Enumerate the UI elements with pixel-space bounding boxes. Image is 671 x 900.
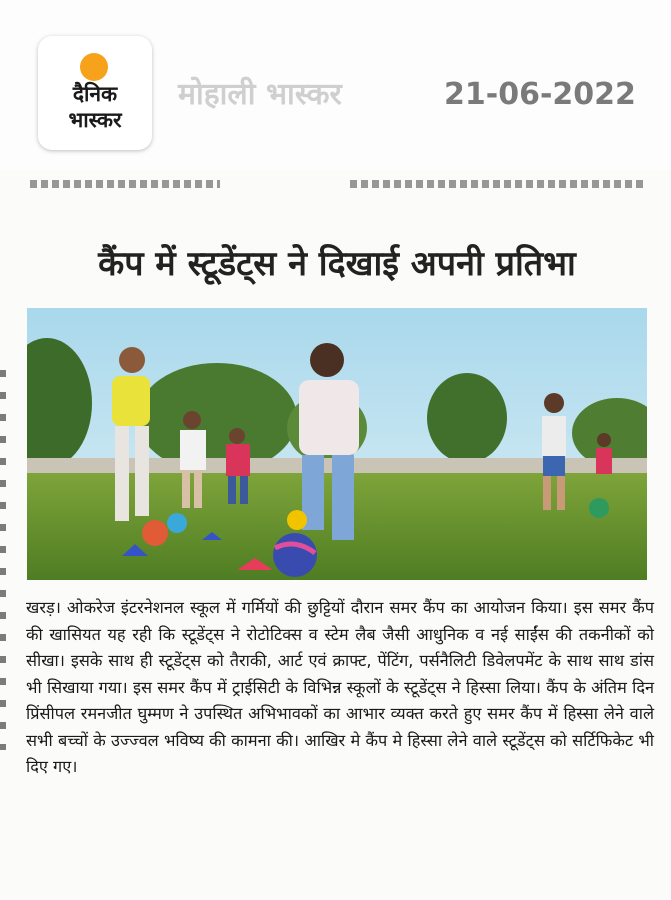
sun-logo-icon — [80, 53, 108, 81]
edition-name: मोहाली भास्कर — [178, 77, 342, 112]
article-photo — [27, 308, 647, 580]
summer-camp-photo-illustration — [27, 308, 647, 580]
cut-text-fragment-left — [30, 180, 220, 188]
newspaper-clipping — [0, 170, 671, 900]
margin-text-fragments — [0, 370, 6, 750]
dainik-bhaskar-logo[interactable] — [38, 36, 152, 150]
article-headline: कैंप में स्टूडेंट्स ने दिखाई अपनी प्रतिभा — [98, 244, 576, 284]
edition-date: 21-06-2022 — [444, 77, 636, 112]
app-header — [0, 0, 671, 170]
logo-text-line2: भास्कर — [68, 108, 122, 132]
cut-text-fragment-right — [350, 180, 645, 188]
article-body: खरड़। ओकरेज इंटरनेशनल स्कूल में गर्मियों की छुट्टियों दौरान समर कैंप का आयोजन किया। इस समर कैंप की खासियत यह रही कि स्टूडेंट्स ने रोटोटिक्स व स्टेम लैब जैसी आधुनिक व नई साईंस की तकनीकों को सीखा। इसके साथ ही स्टूडेंट्स को तैराकी, आर्ट एवं क्राफ्ट, पेंटिंग, पर्सनैलिटी डिवेलपमेंट के साथ साथ डांस भी सिखाया गया। इस समर कैंप में ट्राईसिटी के विभिन्न स्कूलों के स्टूडेंट्स ने हिस्सा लिया। कैंप के अंतिम दिन प्रिंसीपल रमनजीत घुम्मण ने उपस्थित अभिभावकों का आभार व्यक्त करते हुए समर कैंप में हिस्सा लेने वाले सभी बच्चों के उज्ज्वल भविष्य की कामना की। आखिर मे कैंप मे हिस्सा लेने वाले स्टूडेंट्स को सर्टिफिकेट भी दिए गए। — [26, 598, 654, 776]
logo-text-line1: दैनिक — [72, 82, 118, 106]
